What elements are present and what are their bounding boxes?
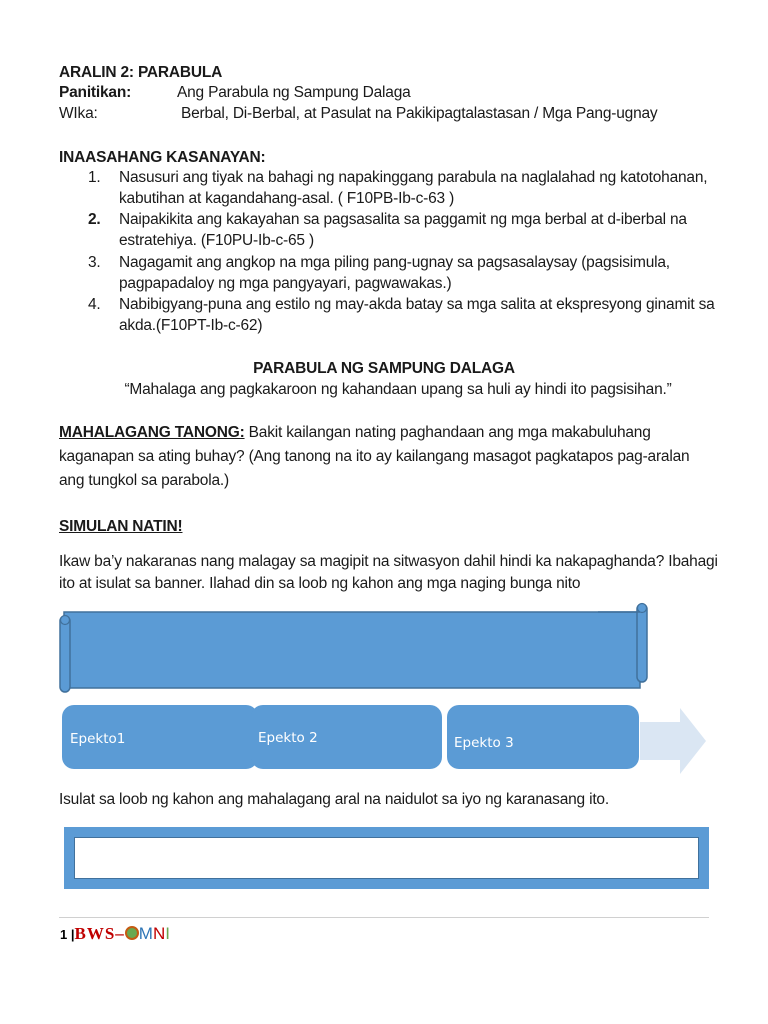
question-label: MAHALAGANG TANONG: (59, 424, 245, 441)
effect-box-2[interactable] (251, 705, 442, 769)
aral-input-area[interactable] (74, 837, 699, 879)
essential-question (59, 422, 651, 443)
wika-value: Berbal, Di-Berbal, at Pasulat na Pakikipagtalastasan / Mga Pang-ugnay (181, 105, 658, 122)
objectives-title: INAASAHANG KASANAYAN: (59, 149, 266, 166)
effect-box-1[interactable] (62, 705, 258, 769)
page-number: 1 | (60, 927, 75, 942)
wika-label: WIka: (59, 105, 98, 122)
objective-number: 4. (88, 296, 101, 313)
banner-input-area[interactable] (58, 602, 650, 696)
objective-number: 3. (88, 254, 101, 271)
question-text: Bakit kailangan nating paghandaan ang mga makabuluhang (244, 424, 651, 441)
objective-number: 2. (88, 211, 101, 228)
effect-box-3[interactable] (447, 705, 639, 769)
objective-text: Naipakikita ang kakayahan sa pagsasalita sa paggamit ng mga berbal at d-iberbal na estratehiya. (F10PU-Ib-c-65 ) (119, 211, 687, 249)
effect-label: Epekto 3 (454, 735, 514, 751)
objective-text: Nabibigyang-puna ang estilo ng may-akda batay sa mga salita at ekspresyong ginamit sa akda.(F10PT-Ib-c-62) (119, 296, 715, 334)
footer-letter: M (138, 924, 153, 943)
wika-row (59, 103, 657, 124)
footer-divider (59, 917, 709, 918)
panitikan-label: Panitikan: (59, 84, 132, 101)
question-line: ang tungkol sa parabola.) (59, 472, 229, 489)
simulan-instruction: ito at isulat sa banner. Ilahad din sa loob ng kahon ang mga naging bunga nito (59, 575, 581, 592)
parable-quote: “Mahalaga ang pagkakaroon ng kahandaan upang sa huli ay hindi ito pagsisihan.” (124, 381, 672, 398)
question-line: kaganapan sa ating buhay? (Ang tanong na ito ay kailangang masagot pagkatapos pag-aralan (59, 448, 690, 465)
aral-box[interactable] (64, 827, 709, 889)
objective-text: Nagagamit ang angkop na mga piling pang-ugnay sa pagsasalaysay (pagsisimula, pagpapadaloy ng mga pangyayari, pagwawakas.) (119, 254, 670, 292)
aral-instruction: Isulat sa loob ng kahon ang mahalagang aral na naidulot sa iyo ng karanasang ito. (59, 791, 609, 808)
simulan-title: SIMULAN NATIN! (59, 518, 183, 535)
panitikan-row (59, 82, 411, 103)
objective-text: Nasusuri ang tiyak na bahagi ng napakinggang parabula na naglalahad ng katotohanan, kabutihan at kagandahang-asal. ( F10PB-Ib-c-63 ) (119, 169, 708, 207)
lesson-title: ARALIN 2: PARABULA (59, 64, 223, 81)
objective-item (88, 252, 708, 294)
footer-brand-text: BWS– (74, 924, 125, 943)
footer-letter: I (165, 924, 170, 943)
parable-title: PARABULA NG SAMPUNG DALAGA (253, 360, 515, 377)
objective-item (88, 209, 708, 251)
objective-item (88, 294, 715, 336)
objective-item (88, 167, 708, 209)
seal-icon (125, 926, 139, 940)
right-arrow-icon (640, 708, 708, 779)
effect-label: Epekto1 (70, 731, 126, 747)
banner-scroll-shape (58, 602, 650, 696)
footer-letter: N (152, 924, 166, 943)
effect-label: Epekto 2 (258, 730, 318, 746)
panitikan-value: Ang Parabula ng Sampung Dalaga (177, 84, 411, 101)
objective-number: 1. (88, 169, 101, 186)
footer (60, 923, 170, 946)
simulan-instruction: Ikaw ba’y nakaranas nang malagay sa magipit na sitwasyon dahil hindi ka nakapaghanda? Ibahagi (59, 553, 718, 570)
